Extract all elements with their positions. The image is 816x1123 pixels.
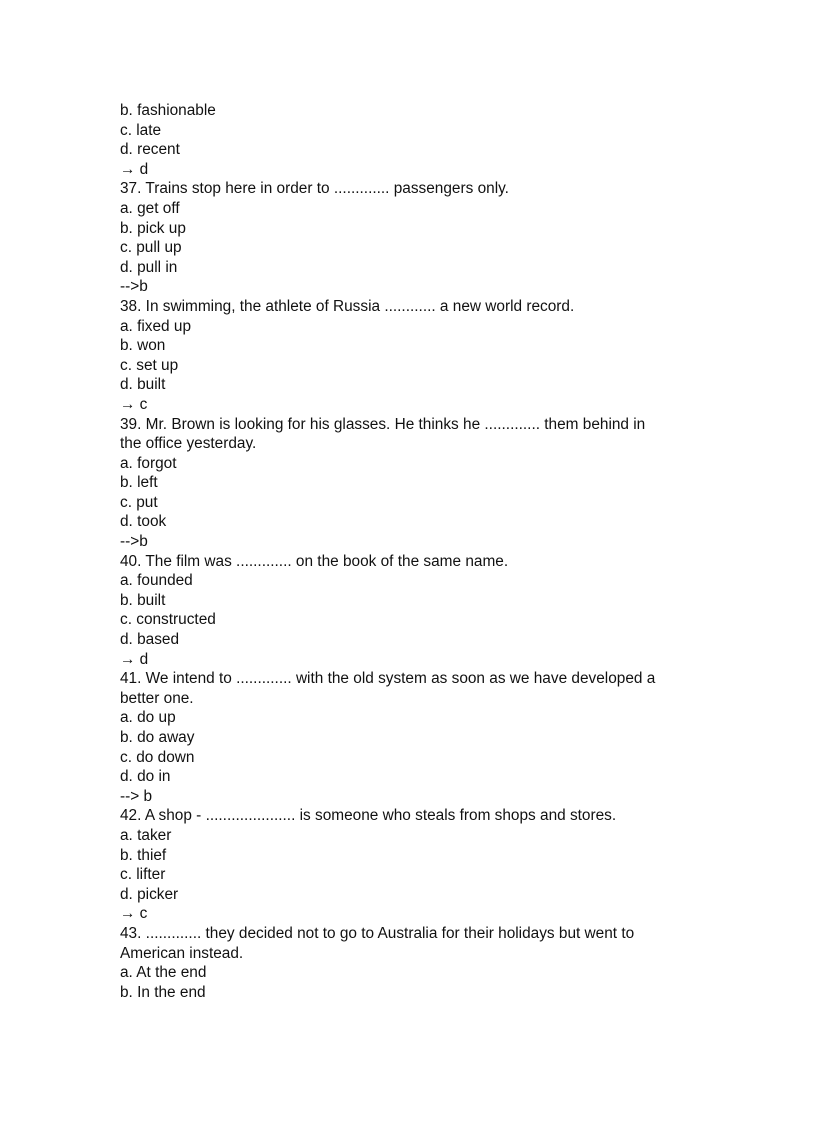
question-42: 42. A shop - ..................... is someone who steals from shops and stores. [120,807,617,825]
answer-option: c. do down [120,748,195,766]
question-40: 40. The film was ............. on the book of the same name. [120,552,509,570]
answer-option: d. built [120,376,166,394]
question-39: 39. Mr. Brown is looking for his glasses. He thinks he ............. them behind in [120,415,646,433]
question-43: 43. ............. they decided not to go to Australia for their holidays but went to [120,924,635,942]
answer-option: b. In the end [120,983,206,1001]
answer-option: d. based [120,631,180,649]
answer-option: c. pull up [120,239,182,257]
answer-option: a. taker [120,826,172,844]
answer-option: d. picker [120,885,179,903]
question-43-continued: American instead. [120,944,244,962]
answer-option: b. left [120,474,158,492]
answer-option: d. took [120,513,167,531]
answer-option: d. recent [120,141,180,159]
answer-option: c. lifter [120,866,166,884]
answer-option: a. At the end [120,964,207,982]
answer-option: d. do in [120,768,171,786]
answer-option: a. founded [120,572,193,590]
answer-key: → d [120,160,149,178]
question-37: 37. Trains stop here in order to ............. passengers only. [120,180,509,198]
answer-key: → d [120,650,149,668]
answer-option: c. late [120,121,162,139]
answer-option: b. built [120,591,166,609]
answer-key: --> b [120,787,153,805]
answer-option: a. forgot [120,454,177,472]
answer-option: a. do up [120,709,176,727]
answer-option: d. pull in [120,258,178,276]
answer-option: c. set up [120,356,179,374]
answer-key: → c [120,905,148,923]
answer-option: b. thief [120,846,167,864]
answer-option: b. pick up [120,219,186,237]
answer-option: b. won [120,337,166,355]
answer-key: → c [120,395,148,413]
answer-option: a. get off [120,199,180,217]
answer-option: a. fixed up [120,317,192,335]
answer-option: b. fashionable [120,102,216,119]
document-page [120,101,720,1002]
answer-option: c. constructed [120,611,216,629]
question-41-continued: better one. [120,689,194,707]
question-41: 41. We intend to ............. with the old system as soon as we have developed a [120,670,656,688]
question-38: 38. In swimming, the athlete of Russia ............ a new world record. [120,297,575,315]
answer-key: -->b [120,533,148,551]
answer-option: c. put [120,493,158,511]
answer-key: -->b [120,278,148,296]
question-39-continued: the office yesterday. [120,435,257,453]
answer-option: b. do away [120,729,195,746]
